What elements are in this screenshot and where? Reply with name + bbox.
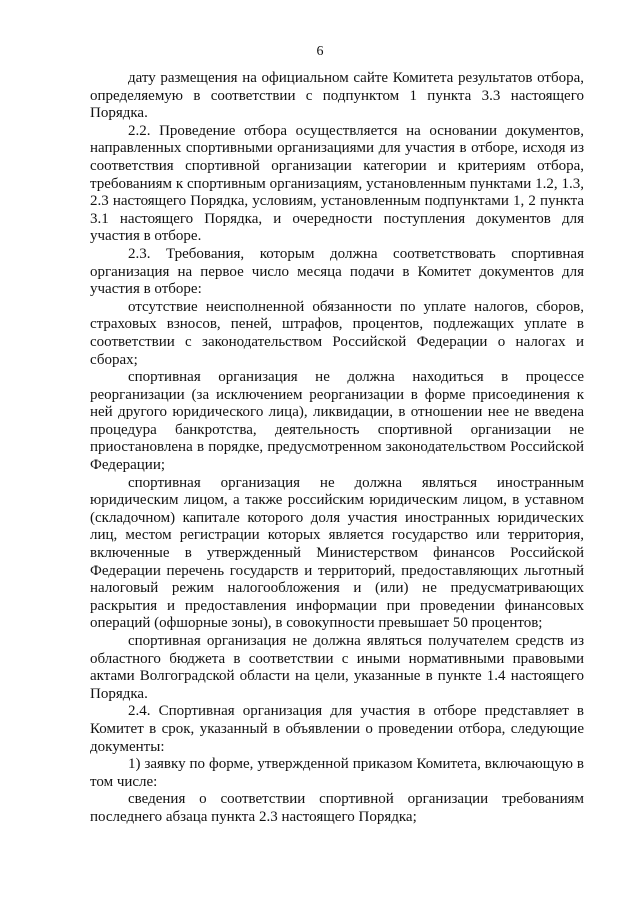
- page-number: 6: [316, 44, 324, 59]
- paragraph-2-3: 2.3. Требования, которым должна соответствовать спортивная организация на первое число месяца подачи в Комитет документов для участия в отборе:: [90, 245, 584, 298]
- requirement-reorganization: спортивная организация не должна находиться в процессе реорганизации (за исключением реорганизации в форме присоединения к ней другого юридического лица), ликвидации, в отношении нее не введена процедура банкротства, деятельность спортивной организации не приостановлена в порядке, предусмотренном законодательством Российской Федерации;: [90, 369, 584, 474]
- requirement-other-funding: спортивная организация не должна являться получателем средств из областного бюджета в соответствии с иными нормативными правовыми актами Волгоградской области на цели, указанные в пункте 1.4 настоящего Порядка.: [90, 633, 584, 702]
- paragraph-continuation: дату размещения на официальном сайте Комитета результатов отбора, определяемую в соответствии с подпунктом 1 пункта 3.3 настоящего Порядка.: [90, 70, 584, 122]
- requirement-taxes: отсутствие неисполненной обязанности по уплате налогов, сборов, страховых взносов, пеней, штрафов, процентов, подлежащих уплате в соответствии с законодательством Российской Федерации о налогах и сборах;: [90, 298, 584, 368]
- paragraph-2-2: 2.2. Проведение отбора осуществляется на основании документов, направленных спортивными организациями для участия в отборе, исходя из соответствия спортивной организации категории и критериям отбора, требованиям к спортивным организациям, установленным пунктами 1.2, 1.3, 2.3 настоящего Порядка, условиям, установленным подпунктами 1, 2 пункта 3.1 настоящего Порядка, и очередности поступления документов для участия в отборе.: [90, 122, 584, 245]
- list-item-compliance-info: сведения о соответствии спортивной организации требованиям последнего абзаца пункта 2.3 настоящего Порядка;: [90, 791, 584, 825]
- document-body: [90, 70, 584, 827]
- requirement-foreign-entity: спортивная организация не должна являться иностранным юридическим лицом, а также российским юридическим лицом, в уставном (складочном) капитале которого доля участия иностранных юридических лиц, местом регистрации которых является государство или территория, включенные в утвержденный Министерством финансов Российской Федерации перечень государств и территорий, предоставляющих льготный налоговый режим налогообложения и (или) не предусматривающих раскрытия и предоставления информации при проведении финансовых операций (офшорные зоны), в совокупности превышает 50 процентов;: [90, 474, 584, 632]
- paragraph-2-4: 2.4. Спортивная организация для участия в отборе представляет в Комитет в срок, указанный в объявлении о проведении отбора, следующие документы:: [90, 703, 584, 755]
- list-item-application: 1) заявку по форме, утвержденной приказом Комитета, включающую в том числе:: [90, 756, 584, 790]
